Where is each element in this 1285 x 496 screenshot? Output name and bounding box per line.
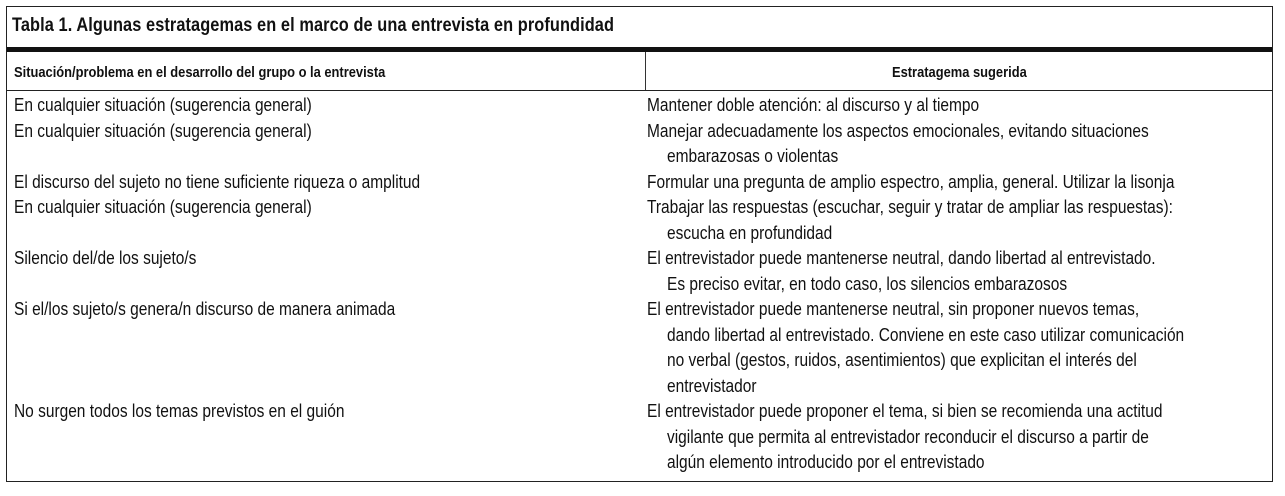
strategy-text: no verbal (gestos, ruidos, asentimientos) que explicitan el interés del <box>667 350 1137 370</box>
strategy-line <box>647 272 1272 298</box>
situation-text: En cualquier situación (sugerencia general) <box>14 95 312 115</box>
situation-cell <box>7 119 637 170</box>
situation-cell <box>7 297 637 399</box>
situation-text: El discurso del sujeto no tiene suficiente riqueza o amplitud <box>14 171 421 192</box>
strategy-line <box>647 323 1272 349</box>
strategy-line <box>647 170 1272 196</box>
situation-cell <box>7 93 637 119</box>
strategy-line <box>647 348 1272 374</box>
strategy-line <box>647 93 1272 119</box>
strategy-text: vigilante que permita al entrevistador reconducir el discurso a partir de <box>667 426 1149 447</box>
strategy-text: Trabajar las respuestas (escuchar, seguir y tratar de ampliar las respuestas): <box>647 197 1173 217</box>
situation-text: Silencio del/de los sujeto/s <box>14 248 197 268</box>
strategy-line <box>647 119 1272 145</box>
strategy-text: algún elemento introducido por el entrevistado <box>667 452 985 472</box>
header-strategy-label: Estratagema sugerida <box>892 64 1027 81</box>
table-title: Tabla 1. Algunas estratagemas en el marco de una entrevista en profundidad <box>12 15 615 36</box>
strategy-cell <box>647 170 1272 196</box>
strategy-cell <box>647 119 1272 170</box>
strategy-cell <box>647 195 1272 246</box>
strategy-line <box>647 297 1272 323</box>
strategy-line <box>647 195 1272 221</box>
strategy-line <box>647 399 1272 425</box>
table-row <box>7 170 1272 196</box>
strategy-text: Mantener doble atención: al discurso y al tiempo <box>647 95 980 115</box>
situation-text: En cualquier situación (sugerencia general) <box>14 120 312 141</box>
strategy-text: embarazosas o violentas <box>667 146 839 166</box>
strategy-text: El entrevistador puede proponer el tema, si bien se recomienda una actitud <box>647 401 1163 421</box>
strategy-text: entrevistador <box>667 375 757 396</box>
strategy-line <box>647 144 1272 170</box>
strategy-text: Es preciso evitar, en todo caso, los silencios embarazosos <box>667 273 1068 294</box>
strategy-line <box>647 374 1272 400</box>
strategy-line <box>647 425 1272 451</box>
strategy-line <box>647 246 1272 272</box>
header-column-divider <box>645 52 646 90</box>
situation-cell <box>7 170 637 196</box>
situation-cell <box>7 399 637 476</box>
header-rule <box>7 90 1272 91</box>
table-row <box>7 297 1272 399</box>
strategy-cell <box>647 399 1272 476</box>
situation-cell <box>7 195 637 246</box>
table-row <box>7 246 1272 297</box>
strategy-cell <box>647 297 1272 399</box>
table-row <box>7 119 1272 170</box>
header-situation: Situación/problema en el desarrollo del grupo o la entrevista <box>14 64 386 81</box>
table-body <box>7 93 1272 476</box>
situation-cell <box>7 246 637 297</box>
strategy-line <box>647 221 1272 247</box>
table-row <box>7 195 1272 246</box>
strategy-text: Manejar adecuadamente los aspectos emocionales, evitando situaciones <box>647 120 1149 141</box>
table-row <box>7 93 1272 119</box>
table-header-row <box>7 52 1272 90</box>
situation-text: No surgen todos los temas previstos en el guión <box>14 401 345 421</box>
header-strategy <box>645 64 1274 81</box>
strategy-table <box>6 6 1273 482</box>
strategy-text: dando libertad al entrevistado. Conviene en este caso utilizar comunicación <box>667 324 1185 345</box>
strategy-cell <box>647 93 1272 119</box>
situation-text: En cualquier situación (sugerencia general) <box>14 197 312 217</box>
strategy-cell <box>647 246 1272 297</box>
strategy-line <box>647 450 1272 476</box>
strategy-text: El entrevistador puede mantenerse neutral, sin proponer nuevos temas, <box>647 299 1140 319</box>
situation-text: Si el/los sujeto/s genera/n discurso de manera animada <box>14 299 396 319</box>
strategy-text: escucha en profundidad <box>667 222 833 243</box>
table-row <box>7 399 1272 476</box>
strategy-text: Formular una pregunta de amplio espectro, amplia, general. Utilizar la lisonja <box>647 171 1175 192</box>
strategy-text: El entrevistador puede mantenerse neutral, dando libertad al entrevistado. <box>647 248 1156 268</box>
